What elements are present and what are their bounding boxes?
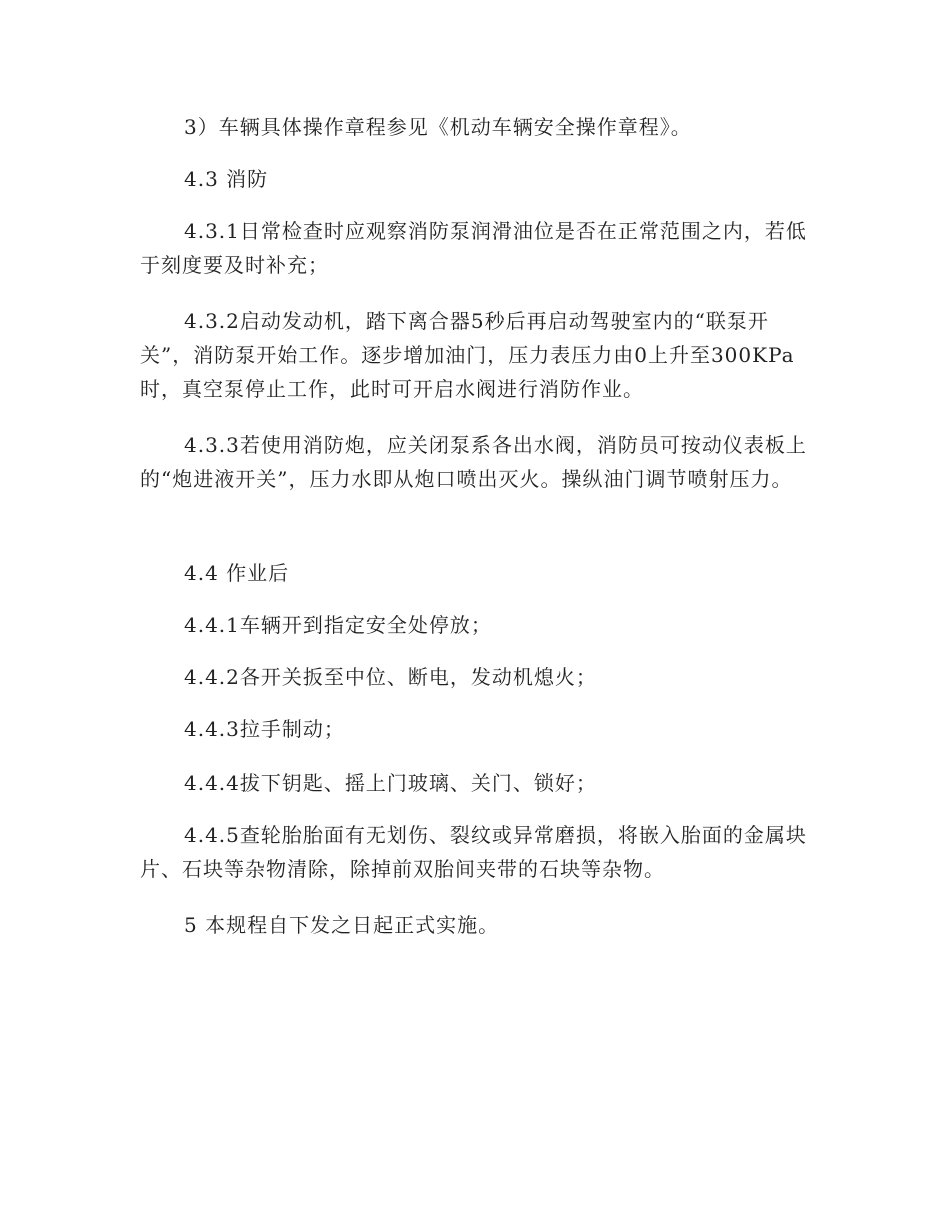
heading-after-operation: 4.4 作业后	[184, 561, 290, 585]
paragraph-4-3-1: 4.3.1日常检查时应观察消防泵润滑油位是否在正常范围之内，若低于刻度要及时补充；	[140, 219, 807, 277]
paragraph-4-4-2: 4.4.2各开关扳至中位、断电，发动机熄火；	[184, 665, 597, 689]
paragraph-implementation: 5 本规程自下发之日起正式实施。	[184, 913, 500, 937]
paragraph-4-4-1: 4.4.1车辆开到指定安全处停放；	[184, 613, 492, 637]
paragraph-4-3-3: 4.3.3若使用消防炮，应关闭泵系各出水阀，消防员可按动仪表板上的“炮进液开关”，压力水即从炮口喷出灭火。操纵油门调节喷射压力。	[140, 433, 807, 491]
paragraph-vehicle-operation-reference: 3）车辆具体操作章程参见《机动车辆安全操作章程》。	[184, 115, 692, 139]
paragraph-4-4-3: 4.4.3拉手制动；	[184, 717, 345, 741]
paragraph-4-4-5: 4.4.5查轮胎胎面有无划伤、裂纹或异常磨损，将嵌入胎面的金属块片、石块等杂物清除，除掉前双胎间夹带的石块等杂物。	[140, 823, 807, 881]
paragraph-4-4-4: 4.4.4拔下钥匙、摇上门玻璃、关门、锁好；	[184, 771, 597, 795]
paragraph-4-3-2: 4.3.2启动发动机，踏下离合器5秒后再启动驾驶室内的“联泵开关”，消防泵开始工作。逐步增加油门，压力表压力由0上升至300KPa时，真空泵停止工作，此时可开启水阀进行消防作业。	[140, 309, 795, 401]
heading-fire-fighting: 4.3 消防	[184, 167, 269, 191]
